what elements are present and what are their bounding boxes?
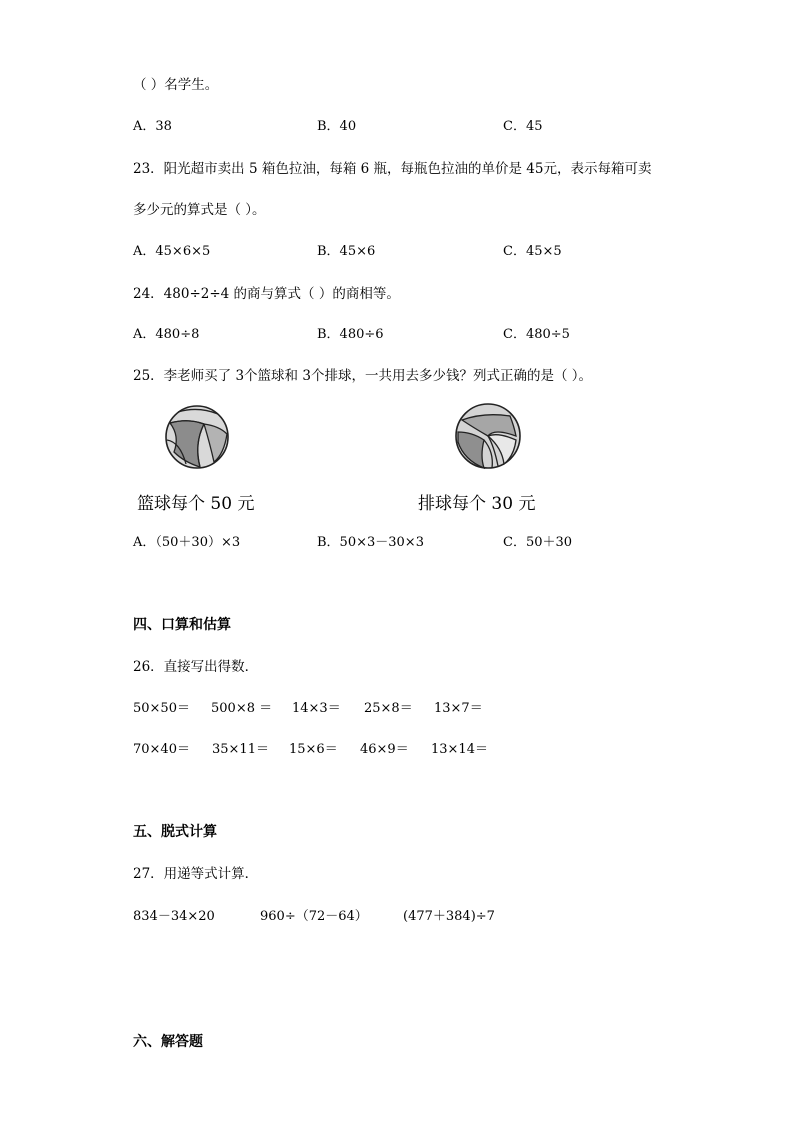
basketball-caption: 篮球每个 50 元 [137,494,255,514]
mental-calc-item: 25×8＝ [364,701,413,716]
q23-stem-line2: 多少元的算式是（ ）。 [133,202,266,218]
mental-calc-item: 500×8 ＝ [211,701,273,716]
q24-option-b: B．480÷6 [317,327,384,342]
q25-option-c: C．50＋30 [503,535,573,550]
q27-stem: 27．用递等式计算． [133,866,259,882]
section6-title: 六、解答题 [133,1034,203,1050]
q23-option-a: A．45×6×5 [133,244,211,259]
mental-calc-item: 70×40＝ [133,742,190,757]
mental-calc-item: 15×6＝ [289,742,338,757]
mental-calc-item: 50×50＝ [133,701,190,716]
volleyball-caption: 排球每个 30 元 [418,494,536,514]
q25-option-b: B．50×3－30×3 [317,535,424,550]
stepwise-expression: (477＋384)÷7 [403,909,495,924]
q22-option-a: A．38 [133,119,172,134]
mental-calc-item: 46×9＝ [360,742,409,757]
mental-calc-item: 13×14＝ [431,742,488,757]
q22-stem-tail: （ ）名学生。 [133,77,219,93]
q25-option-a: A．（50＋30）×3 [133,535,241,550]
mental-calc-item: 13×7＝ [434,701,483,716]
mental-calc-item: 35×11＝ [212,742,269,757]
stepwise-expression: 960÷（72－64） [260,909,368,924]
q23-option-b: B．45×6 [317,244,376,259]
q25-stem: 25．李老师买了 3个篮球和 3个排球，一共用去多少钱？列式正确的是（ ）。 [133,368,592,384]
q22-option-b: B．40 [317,119,357,134]
section5-title: 五、脱式计算 [133,824,217,840]
q23-option-c: C．45×5 [503,244,562,259]
q22-option-c: C．45 [503,119,543,134]
q24-option-c: C．480÷5 [503,327,570,342]
volleyball-icon [454,402,522,470]
q24-stem: 24．480÷2÷4 的商与算式（ ）的商相等。 [133,286,400,302]
basketball-icon [164,404,230,470]
q24-option-a: A．480÷8 [133,327,200,342]
section4-title: 四、口算和估算 [133,617,231,633]
mental-calc-item: 14×3＝ [292,701,341,716]
q26-stem: 26．直接写出得数． [133,659,259,675]
stepwise-expression: 834－34×20 [133,909,215,924]
q23-stem-line1: 23．阳光超市卖出 5 箱色拉油，每箱 6 瓶，每瓶色拉油的单价是 45元，表示每箱可卖 [133,161,652,177]
